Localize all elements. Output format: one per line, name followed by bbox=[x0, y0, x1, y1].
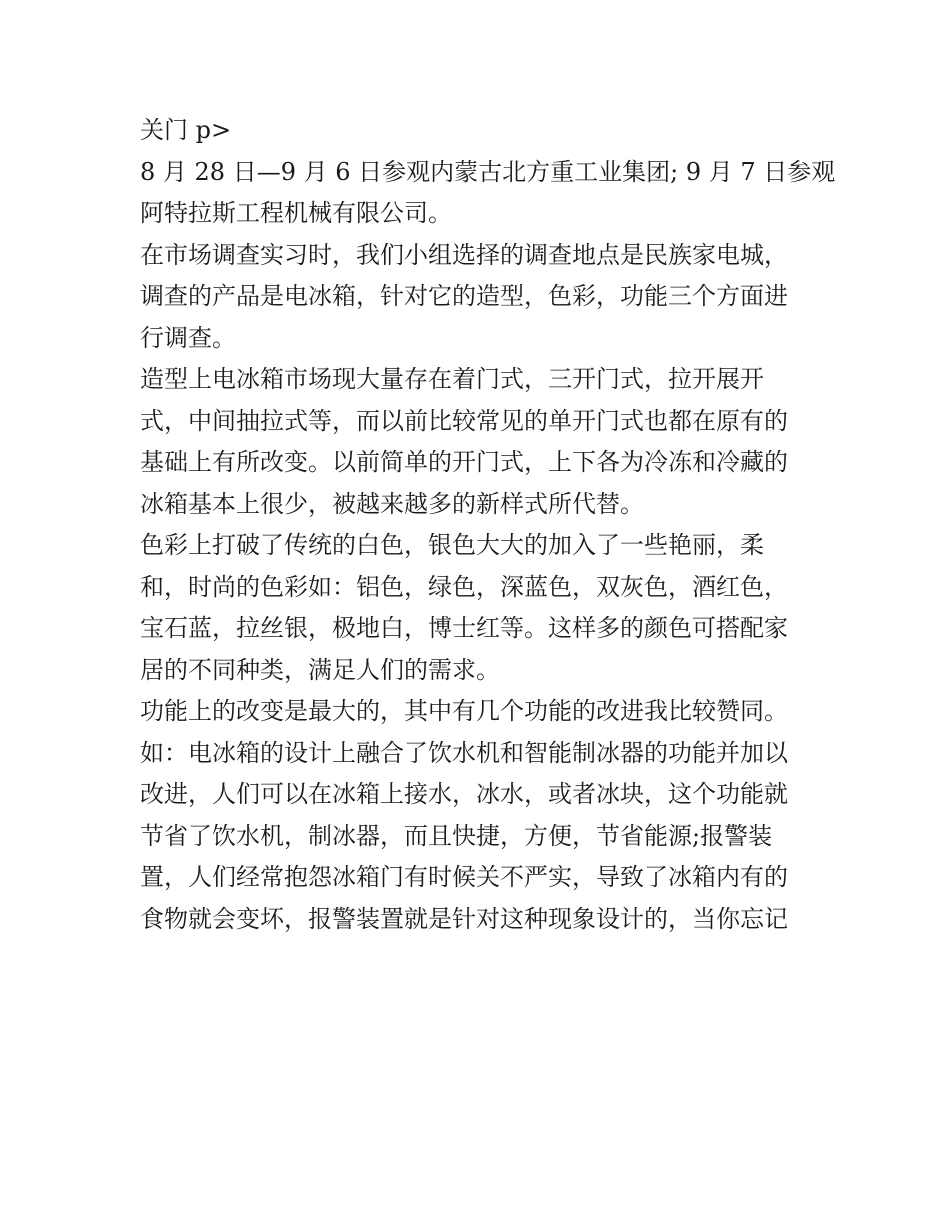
text-line: 节省了饮水机，制冰器，而且快捷，方便，节省能源;报警装 bbox=[140, 821, 773, 850]
text-line: 基础上有所改变。以前简单的开门式，上下各为冷冻和冷藏的 bbox=[140, 448, 788, 476]
text-line: 和，时尚的色彩如：铝色，绿色，深蓝色，双灰色，酒红色， bbox=[140, 572, 788, 601]
text-line: 阿特拉斯工程机械有限公司。 bbox=[140, 199, 452, 227]
text-line: 功能上的改变是最大的，其中有几个功能的改进我比较赞同。 bbox=[140, 697, 788, 725]
text-line: 造型上电冰箱市场现大量存在着门式，三开门式，拉开展开 bbox=[140, 365, 764, 393]
text-line: 置，人们经常抱怨冰箱门有时候关不严实，导致了冰箱内有的 bbox=[140, 863, 788, 891]
body-text bbox=[140, 110, 836, 940]
text-line: 在市场调查实习时，我们小组选择的调查地点是民族家电城， bbox=[140, 240, 788, 269]
text-line: 8 月 28 日—9 月 6 日参观内蒙古北方重工业集团; 9 月 7 日参观 bbox=[140, 157, 836, 186]
text-line: 冰箱基本上很少，被越来越多的新样式所代替。 bbox=[140, 489, 644, 518]
text-line: 如：电冰箱的设计上融合了饮水机和智能制冰器的功能并加以 bbox=[140, 738, 788, 767]
text-line: 行调查。 bbox=[140, 323, 236, 352]
text-line: 宝石蓝，拉丝银，极地白，博士红等。这样多的颜色可搭配家 bbox=[140, 614, 788, 642]
text-line: 居的不同种类，满足人们的需求。 bbox=[140, 655, 500, 684]
text-line: 改进，人们可以在冰箱上接水，冰水，或者冰块，这个功能就 bbox=[140, 780, 788, 808]
text-line: 食物就会变坏，报警装置就是针对这种现象设计的，当你忘记 bbox=[140, 904, 788, 933]
text-line: 关门 p> bbox=[140, 116, 232, 144]
text-line: 色彩上打破了传统的白色，银色大大的加入了一些艳丽，柔 bbox=[140, 531, 764, 559]
text-line: 式，中间抽拉式等，而以前比较常见的单开门式也都在原有的 bbox=[140, 406, 788, 435]
text-line: 调查的产品是电冰箱，针对它的造型，色彩，功能三个方面进 bbox=[140, 282, 788, 310]
